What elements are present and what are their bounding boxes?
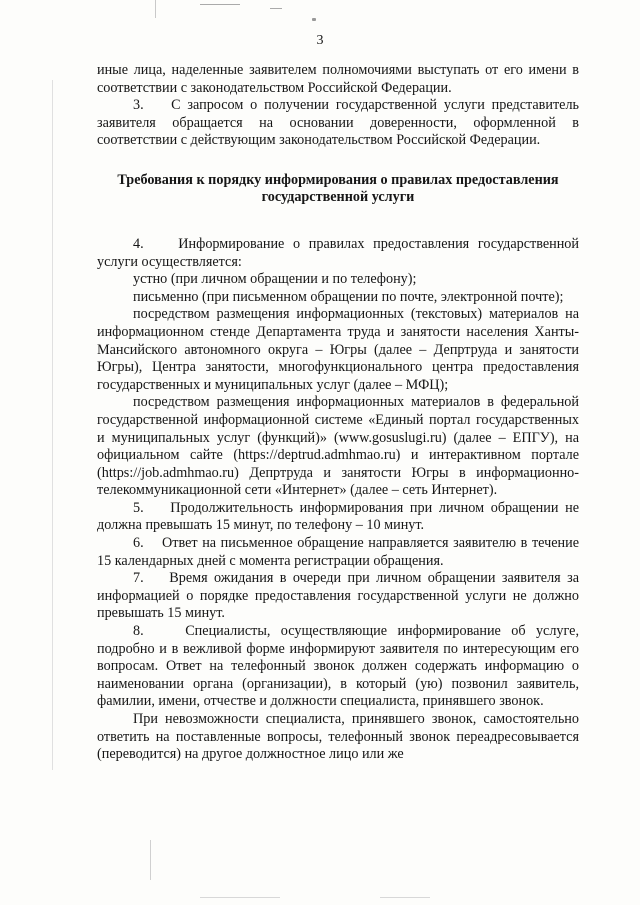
section-title: Требования к порядку информирования о правилах предоставления государственной услуги <box>117 171 559 205</box>
scan-artifact <box>52 80 53 770</box>
document-body <box>97 62 579 764</box>
paragraph: устно (при личном обращении и по телефону); <box>133 271 417 288</box>
paragraph: 4. Информирование о правилах предоставления государственной услуги осуществляется: <box>97 235 579 270</box>
scan-artifact <box>270 8 282 9</box>
paragraph: 3. С запросом о получении государственной услуги представитель заявителя обращается на основании доверенности, оформленной в соответствии с действующим законодательством Российской Федерации. <box>97 97 579 149</box>
paragraph: иные лица, наделенные заявителем полномочиями выступать от его имени в соответствии с законодательством Российской Федерации. <box>97 62 579 96</box>
scan-artifact <box>312 18 316 21</box>
scan-artifact <box>380 897 430 898</box>
paragraph: 7. Время ожидания в очереди при личном обращении заявителя за информацией о порядке предоставления государственной услуги не должно превышать 15 минут. <box>97 570 579 622</box>
page-number: 3 <box>316 33 324 48</box>
scan-artifact <box>150 840 151 880</box>
paragraph: посредством размещения информационных материалов в федеральной государственной информационной системе «Единый портал государственных и муниципальных услуг (функций)» (www.gosuslugi.ru) (далее – ЕПГУ), на официальном сайте (https://deptrud.admhmao.ru) и интерактивном портале (https://job.admhmao.ru) Депртруда и занятости Югры в информационно-телекоммуникационной сети «Интернет» (далее – сеть Интернет). <box>97 394 579 499</box>
paragraph: 5. Продолжительность информирования при личном обращении не должна превышать 15 минут, по телефону – 10 минут. <box>97 499 579 534</box>
scan-artifact <box>155 0 156 18</box>
paragraph: 6. Ответ на письменное обращение направляется заявителю в течение 15 календарных дней с момента регистрации обращения. <box>97 535 579 569</box>
paragraph: посредством размещения информационных (текстовых) материалов на информационном стенде Департамента труда и занятости населения Ханты-Мансийского автономного округа – Югры (далее – Депртруда и занятости Югры), Центра занятости, многофункционального центра предоставления государственных и муниципальных услуг (далее – МФЦ); <box>97 306 579 393</box>
paragraph: 8. Специалисты, осуществляющие информирование об услуге, подробно и в вежливой форме информируют заявителя по интересующим его вопросам. Ответ на телефонный звонок должен содержать информацию о наименовании органа (организации), в который (ую) позвонил заявитель, фамилии, имени, отчестве и должности специалиста, принявшего звонок. <box>97 623 579 710</box>
paragraph: письменно (при письменном обращении по почте, электронной почте); <box>133 288 564 305</box>
scan-artifact <box>200 897 280 898</box>
paragraph: При невозможности специалиста, принявшего звонок, самостоятельно ответить на поставленные вопросы, телефонный звонок переадресовывается (переводится) на другое должностное лицо или же <box>97 711 579 763</box>
scan-artifact <box>200 4 240 5</box>
